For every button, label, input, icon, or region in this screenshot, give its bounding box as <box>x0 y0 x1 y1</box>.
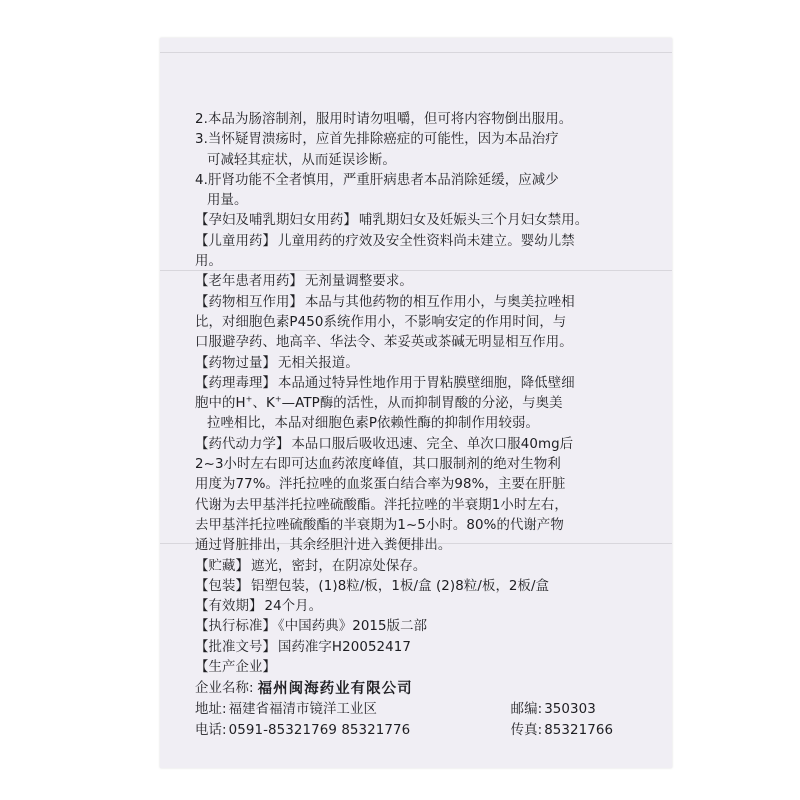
leaflet-text <box>195 110 665 741</box>
precaution-line: 用量。 <box>207 193 248 209</box>
section-text: 用度为77%。泮托拉唑的血浆蛋白结合率为98%，主要在肝脏 <box>195 477 566 493</box>
section-pharmacology <box>195 374 665 394</box>
section-heading: 【老年患者用药】 <box>195 274 303 290</box>
section-text: 本品通过特异性地作用于胃粘膜壁细胞，降低壁细 <box>277 375 575 391</box>
section-heading: 【孕妇及哺乳期妇女用药】 <box>195 213 357 229</box>
company-name: 福州闽海药业有限公司 <box>257 681 413 698</box>
superscript-plus: + <box>274 394 282 404</box>
section-heading: 【生产企业】 <box>195 660 276 676</box>
section-heading: 【批准文号】 <box>195 639 276 655</box>
text-fragment: —ATP酶的活性，从而抑制胃酸的分泌，与奥美 <box>281 396 563 412</box>
section-text: 铝塑包装，(1)8粒/板，1板/盒 (2)8粒/板，2板/盒 <box>250 578 550 594</box>
section-text: 本品与其他药物的相互作用小，与奥美拉唑相 <box>304 294 575 310</box>
phone-row <box>195 721 665 741</box>
phone-label: 电话: <box>195 722 227 738</box>
section-text: 通过肾脏排出，其余经胆汁进入粪便排出。 <box>195 538 452 554</box>
section-text: 《中国药典》2015版二部 <box>277 619 428 635</box>
precaution-line: 3.当怀疑胃溃疡时，应首先排除癌症的可能性，因为本品治疗 <box>195 132 559 148</box>
address-value: 福建省福清市镜洋工业区 <box>228 702 377 718</box>
section-text: 儿童用药的疗效及安全性资料尚未建立。婴幼儿禁 <box>277 233 575 249</box>
section-text: 哺乳期妇女及妊娠头三个月妇女禁用。 <box>358 213 589 229</box>
section-manufacturer <box>195 658 665 678</box>
section-text: 用。 <box>195 254 222 270</box>
zip-label: 邮编: <box>510 702 543 718</box>
section-pregnancy <box>195 211 665 231</box>
section-text: 国药准字H20052417 <box>277 639 412 655</box>
section-text: 去甲基泮托拉唑硫酸酯的半衰期为1~5小时。80%的代谢产物 <box>195 517 564 533</box>
section-overdose <box>195 354 665 374</box>
section-heading: 【药理毒理】 <box>195 375 276 391</box>
address-label: 地址: <box>195 702 227 718</box>
phone-value: 0591-85321769 85321776 <box>228 722 411 738</box>
section-heading: 【有效期】 <box>195 599 263 615</box>
section-pharmacokinetics <box>195 435 665 455</box>
section-storage <box>195 557 665 577</box>
text-fragment: 胞中的H <box>195 396 246 412</box>
section-approval <box>195 638 665 658</box>
section-standard <box>195 617 665 637</box>
section-text: 比，对细胞色素P450系统作用小，不影响安定的作用时间，与 <box>195 314 567 330</box>
company-name-row <box>195 678 665 700</box>
section-heading: 【贮藏】 <box>195 558 249 574</box>
precaution-line: 可减轻其症状，从而延误诊断。 <box>207 152 396 168</box>
section-text: 2~3小时左右即可达血药浓度峰值，其口服制剂的绝对生物利 <box>195 457 561 473</box>
section-heading: 【包装】 <box>195 578 249 594</box>
section-heading: 【药物过量】 <box>195 355 276 371</box>
section-text: 24个月。 <box>264 599 323 615</box>
section-heading: 【药物相互作用】 <box>195 294 303 310</box>
superscript-plus: + <box>245 394 253 404</box>
company-name-label: 企业名称: <box>195 681 254 697</box>
section-heading: 【儿童用药】 <box>195 233 276 249</box>
section-text: 无剂量调整要求。 <box>304 274 413 290</box>
section-package <box>195 577 665 597</box>
zip-value: 350303 <box>544 702 596 718</box>
text-fragment: 、K <box>252 396 275 412</box>
section-text: 无相关报道。 <box>277 355 359 371</box>
section-text: 口服避孕药、地高辛、华法令、苯妥英或茶碱无明显相互作用。 <box>195 335 573 351</box>
section-heading: 【执行标准】 <box>195 619 276 635</box>
section-children <box>195 232 665 252</box>
precaution-line: 2.本品为肠溶制剂，服用时请勿咀嚼，但可将内容物倒出服用。 <box>195 112 573 127</box>
section-text: 代谢为去甲基泮托拉唑硫酸酯。泮托拉唑的半衰期1小时左右， <box>195 497 568 513</box>
section-text <box>195 394 665 414</box>
section-elderly <box>195 272 665 292</box>
precaution-line: 4.肝肾功能不全者慎用，严重肝病患者本品消除延缓，应减少 <box>195 172 559 188</box>
section-heading: 【药代动力学】 <box>195 436 290 452</box>
address-row <box>195 700 665 720</box>
section-validity <box>195 597 665 617</box>
section-text: 本品口服后吸收迅速、完全、单次口服40mg后 <box>291 436 574 452</box>
section-interactions <box>195 293 665 313</box>
fax-value: 85321766 <box>544 722 614 738</box>
section-text: 拉唑相比，本品对细胞色素P依赖性酶的抑制作用较弱。 <box>207 416 539 432</box>
show-through-rule <box>160 52 672 53</box>
section-text: 遮光，密封，在阴凉处保存。 <box>250 558 427 574</box>
fax-label: 传真: <box>510 722 543 738</box>
